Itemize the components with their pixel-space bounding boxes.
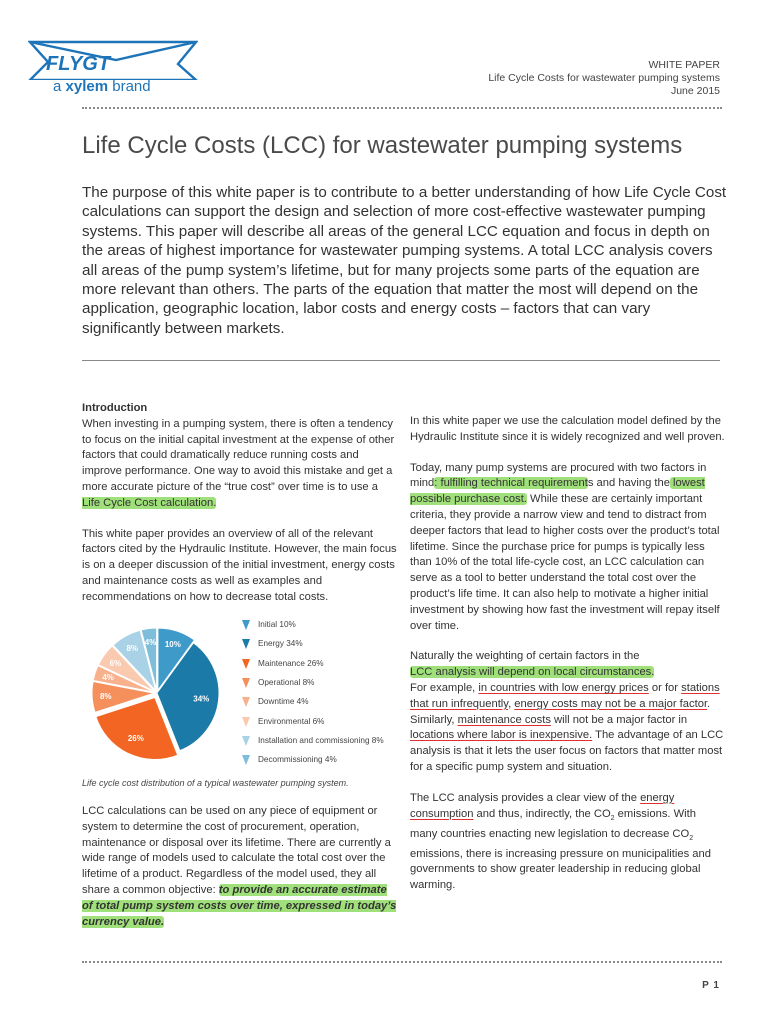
legend-swatch-icon bbox=[240, 619, 252, 631]
underline-maintenance: maintenance costs bbox=[457, 713, 551, 726]
pie-label-energy: 34% bbox=[193, 694, 210, 704]
right-paragraph-3: Naturally the weighting of certain factors in the LCC analysis will depend on local circumstances. For example, in countries with low energy prices or for stations that run infrequently, energy costs may not be a major factor. Similarly, maintenance costs will not be a major factor in locations where labor is inexpensive. The advantage of an LCC analysis is that it lets the user focus on factors that matter most for a specific pump system and situation. bbox=[410, 650, 724, 773]
highlight-objective: to provide an accurate estimate of total pump system costs over time, expressed in today’s currency value. bbox=[82, 883, 397, 928]
pie-label-downtime: 4% bbox=[102, 673, 114, 683]
right-paragraph-4: The LCC analysis provides a clear view of the energy consumption and thus, indirectly, the $CO_2$ emissions. With many countries enacting new legislation to decrease $CO_2$ emissions, there is increasing pressure on municipalities and governments to show greater leadership in reducing global warming. bbox=[410, 791, 711, 892]
highlight-technical: : fulfilling technical requirement bbox=[434, 477, 588, 490]
legend-label: Environmental 6% bbox=[258, 716, 325, 726]
left-paragraph-3: LCC calculations can be used on any piece of equipment or system to determine the cost of procurement, operation, maintenance or disposal over its lifetime. There are currently a wide range of models used to calculate the total cost over the lifetime of a product. Regardless of the model used, they all share a common objective: to provide an accurate estimate of total pump system costs over time, expressed in today’s currency value. bbox=[82, 805, 397, 928]
underline-not-major: energy costs may not be a major factor bbox=[514, 697, 708, 710]
brand-tag: a xylem brand bbox=[53, 78, 151, 95]
underline-energy-prices: in countries with low energy prices bbox=[478, 681, 649, 694]
flygt-logo-mark bbox=[28, 36, 198, 80]
pie-label-maintenance: 26% bbox=[127, 733, 144, 743]
underline-energy-consumption: energy consumption bbox=[410, 791, 675, 820]
legend-label: Downtime 4% bbox=[258, 697, 309, 707]
logo-text: FLYGT bbox=[46, 53, 111, 75]
pie-label-operational: 8% bbox=[99, 692, 112, 702]
left-column-top bbox=[82, 401, 398, 606]
brand-name: xylem bbox=[65, 78, 109, 95]
legend-label: Maintenance 26% bbox=[258, 658, 324, 668]
highlight-lcc: Life Cycle Cost calculation. bbox=[82, 496, 217, 509]
right-paragraph-1: In this white paper we use the calculation model defined by the Hydraulic Institute since it is widely recognized and well proven. bbox=[410, 415, 725, 443]
pie-label-environmental: 6% bbox=[109, 658, 122, 668]
doc-type: WHITE PAPER bbox=[648, 59, 720, 71]
footer-divider bbox=[82, 961, 722, 963]
left-paragraph-2: This white paper provides an overview of all of the relevant factors cited by the Hydraulic Institute. However, the main focus is on a deeper discussion of the initial investment, energy costs and maintenance costs as well as examples and recommendations on how to decrease total costs. bbox=[82, 527, 397, 603]
underline-labor: locations where labor is inexpensive. bbox=[410, 729, 593, 742]
underline-infrequent: stations that run infrequently bbox=[410, 681, 720, 710]
doc-date: June 2015 bbox=[670, 85, 720, 97]
legend-label: Decommissioning 4% bbox=[258, 755, 337, 765]
left-paragraph-1: When investing in a pumping system, there is often a tendency to focus on the initial capital investment at the expense of other factors that could dramatically reduce running costs and improve performance. One way to avoid this mistake and get a more accurate picture of the “true cost” over time is to use a Life Cycle Cost calculation. bbox=[82, 417, 395, 509]
right-paragraph-2: Today, many pump systems are procured with two factors in mind: fulfilling technical requirements and having the lowest possible purchase cost. While these are certainly important criteria, they provide a narrow view and tend to distract from deeper factors that lead to higher costs over the product’s total lifetime. Since the purchase price for pumps is typically less than 10% of the total life-cycle cost, an LCC calculation can serve as a tool to better understand the total cost over the product’s life time. It can also help to motivate a higher initial investment by showing how fast the investment will repay itself over time. bbox=[410, 461, 720, 632]
pie-label-decommissioning: 4% bbox=[144, 638, 157, 648]
header-meta bbox=[488, 59, 720, 98]
highlight-local-circumstances: LCC analysis will depend on local circumstances. bbox=[410, 666, 655, 679]
section-rule bbox=[82, 360, 720, 361]
legend-swatch-icon bbox=[240, 716, 252, 728]
legend-label: Operational 8% bbox=[258, 677, 315, 687]
pie-svg bbox=[82, 618, 242, 768]
left-column-bottom bbox=[82, 804, 398, 930]
legend-label: Energy 34% bbox=[258, 639, 303, 649]
highlight-purchase-cost: lowest possible purchase cost. bbox=[410, 477, 705, 506]
pie-label-installation-and-commissioning: 8% bbox=[126, 643, 139, 653]
intro-heading: Introduction bbox=[82, 402, 148, 414]
header-divider bbox=[82, 107, 722, 109]
legend-swatch-icon bbox=[240, 754, 252, 766]
legend-swatch-icon bbox=[240, 696, 252, 708]
legend-label: Installation and commissioning 8% bbox=[258, 735, 384, 745]
legend-swatch-icon bbox=[240, 677, 252, 689]
page-number: P 1 bbox=[702, 980, 720, 991]
doc-title: Life Cycle Costs for wastewater pumping systems bbox=[488, 72, 720, 84]
legend-swatch-icon bbox=[240, 735, 252, 747]
legend-swatch-icon bbox=[240, 658, 252, 670]
pie-label-initial: 10% bbox=[164, 640, 181, 650]
right-column bbox=[410, 414, 726, 894]
legend-label: Initial 10% bbox=[258, 620, 296, 629]
legend-swatch-icon bbox=[240, 638, 252, 650]
chart-caption: Life cycle cost distribution of a typical wastewater pumping system. bbox=[82, 778, 349, 788]
lead-paragraph: The purpose of this white paper is to contribute to a better understanding of how Life Cycle Cost calculations can support the design and selection of more cost-effective wastewater pumping systems. This paper will describe all areas of the general LCC equation and focus in depth on the areas of highest importance for wastewater pumping systems. A total LCC analysis covers all areas of the pump system’s lifetime, but for many projects some parts of the equation are more relevant than others. The parts of the equation that matter the most will depend on the application, geographic location, labor costs and energy costs – factors that can vary significantly between markets. bbox=[82, 184, 727, 337]
page-title: Life Cycle Costs (LCC) for wastewater pumping systems bbox=[82, 132, 683, 159]
